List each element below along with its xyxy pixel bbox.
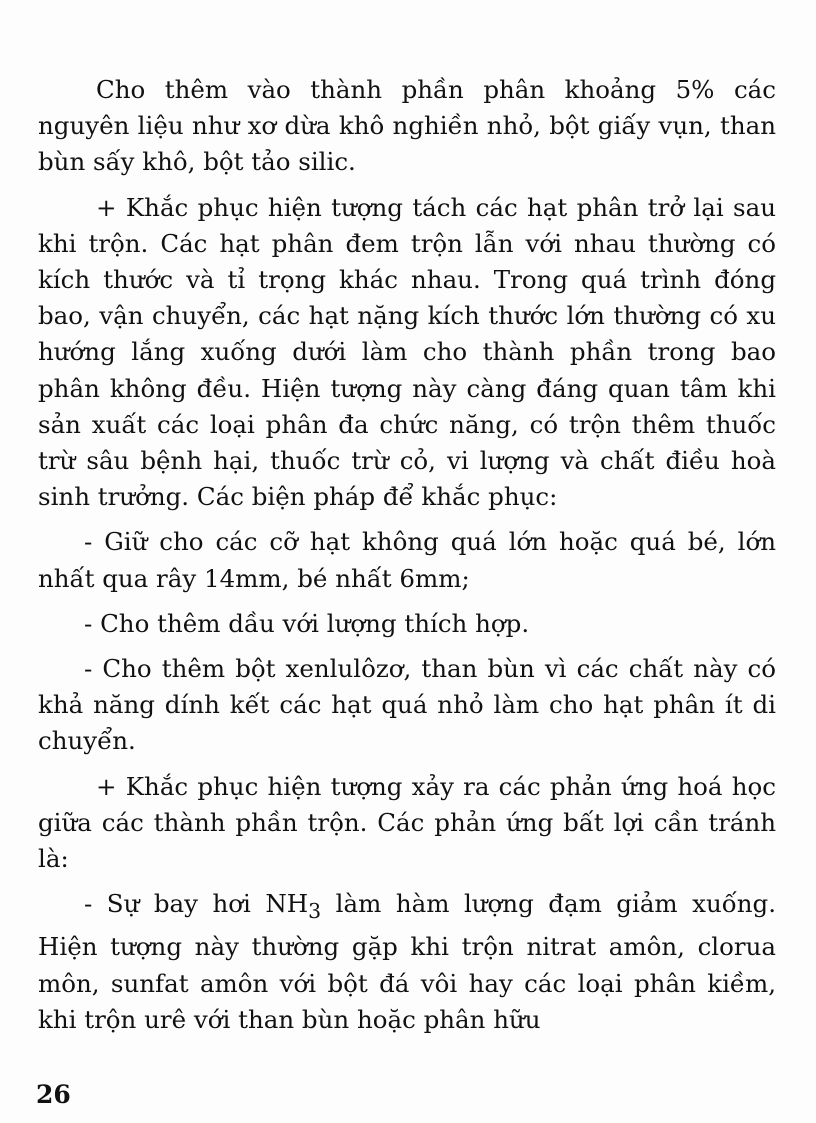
paragraph-additives: Cho thêm vào thành phần phân khoảng 5% các nguyên liệu như xơ dừa khô nghiền nhỏ, bột giấy vụn, than bùn sấy khô, bột tảo silic. [38,75,776,177]
list-item-cellulose: - Cho thêm bột xenlulôzơ, than bùn vì các chất này có khả năng dính kết các hạt quá nhỏ làm cho hạt phân ít di chuyển. [38,654,776,756]
nh3-subscript: 3 [308,899,322,924]
paragraph-separation: + Khắc phục hiện tượng tách các hạt phân trở lại sau khi trộn. Các hạt phân đem trộn lẫn với nhau thường có kích thước và tỉ trọng khác nhau. Trong quá trình đóng bao, vận chuyển, các hạt nặng kích thước lớn thường có xu hướng lắng xuống dưới làm cho thành phần trong bao phân không đều. Hiện tượng này càng đáng quan tâm khi sản xuất các loại phân đa chức năng, có trộn thêm thuốc trừ sâu bệnh hại, thuốc trừ cỏ, vi lượng và chất điều hoà sinh trưởng. Các biện pháp để khắc phục: [38,192,776,512]
list-item-particle-size: - Giữ cho các cỡ hạt không quá lớn hoặc quá bé, lớn nhất qua rây 14mm, bé nhất 6mm; [38,527,776,593]
nh3-text-before: - Sự bay hơi NH [84,889,309,919]
nh3-text-after: làm hàm lượng đạm giảm xuống. Hiện tượng này thường gặp khi trộn nitrat amôn, clorua môn, sunfat amôn với bột đá vôi hay các loại phân kiềm, khi trộn urê với than bùn hoặc phân hữu [38,889,776,1034]
page-number: 26 [36,1080,71,1109]
list-item-oil: - Cho thêm dầu với lượng thích hợp. [84,608,530,638]
body-text [38,72,776,1047]
list-item-nh3 [38,886,776,1038]
paragraph-chemical-reactions: + Khắc phục hiện tượng xảy ra các phản ứng hoá học giữa các thành phần trộn. Các phản ứng bất lợi cần tránh là: [38,771,776,874]
